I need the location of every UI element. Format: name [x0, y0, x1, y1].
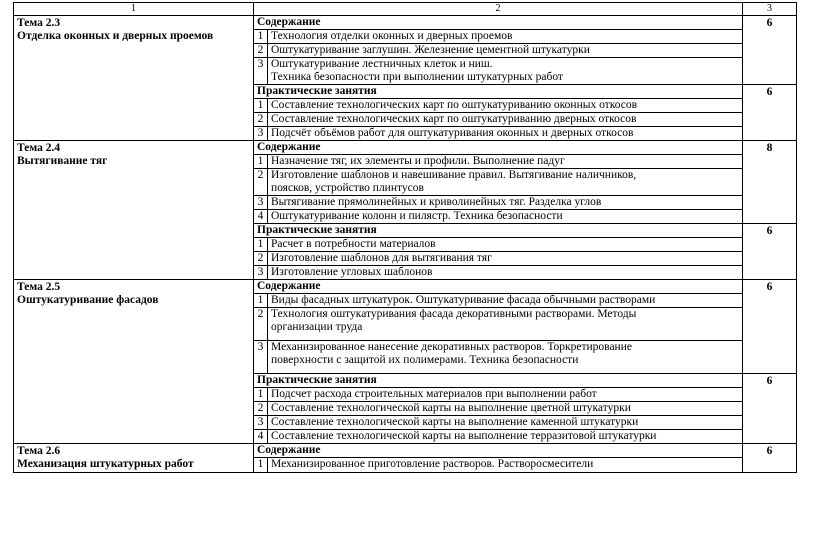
- item-number: 3: [254, 58, 268, 85]
- item-number: 1: [254, 99, 268, 113]
- item-number: 3: [254, 266, 268, 280]
- item-number: 2: [254, 402, 268, 416]
- section-row: [14, 444, 797, 458]
- topic-name: Механизация штукатурных работ: [17, 458, 194, 470]
- header-row: [14, 3, 797, 16]
- section-hours: 6: [743, 85, 797, 141]
- section-title: Содержание: [254, 16, 743, 30]
- item-text: Составление технологической карты на выполнение терразитовой штукатурки: [268, 430, 743, 444]
- item-number: 1: [254, 294, 268, 308]
- section-hours: 6: [743, 224, 797, 280]
- item-number: 4: [254, 210, 268, 224]
- topic-cell: [14, 16, 254, 141]
- topic-title: Тема 2.3: [17, 17, 61, 29]
- item-text: Оштукатуривание заглушин. Железнение цементной штукатурки: [268, 44, 743, 58]
- item-text: Составление технологических карт по оштукатуриванию оконных откосов: [268, 99, 743, 113]
- item-number: 1: [254, 458, 268, 473]
- item-number: 1: [254, 388, 268, 402]
- topic-cell: [14, 280, 254, 444]
- header-col-1: 1: [14, 3, 254, 16]
- section-title: Практические занятия: [254, 224, 743, 238]
- header-col-2: 2: [254, 3, 743, 16]
- item-text: Подсчет расхода строительных материалов при выполнении работ: [268, 388, 743, 402]
- item-text: Механизированное приготовление растворов. Растворосмесители: [268, 458, 743, 473]
- item-number: 2: [254, 252, 268, 266]
- topic-title: Тема 2.5: [17, 281, 61, 293]
- section-hours: 6: [743, 280, 797, 374]
- item-text: Вытягивание прямолинейных и криволинейных тяг. Разделка углов: [268, 196, 743, 210]
- item-number: 3: [254, 127, 268, 141]
- topic-cell: [14, 141, 254, 280]
- section-row: [14, 141, 797, 155]
- item-number: 1: [254, 238, 268, 252]
- item-text: Технология оштукатуривания фасада декоративными растворами. Методы организации труда: [268, 308, 743, 341]
- section-title: Содержание: [254, 444, 743, 458]
- curriculum-table-body: [14, 3, 797, 473]
- item-number: 3: [254, 196, 268, 210]
- topic-name: Вытягивание тяг: [17, 155, 108, 167]
- header-col-3: 3: [743, 3, 797, 16]
- item-text: Составление технологических карт по оштукатуриванию дверных откосов: [268, 113, 743, 127]
- section-hours: 8: [743, 141, 797, 224]
- item-number: 2: [254, 308, 268, 341]
- topic-title: Тема 2.4: [17, 142, 61, 154]
- item-text: Изготовление угловых шаблонов: [268, 266, 743, 280]
- item-text: Изготовление шаблонов и навешивание правил. Вытягивание наличников, поясков, устройство плинтусов: [268, 169, 743, 196]
- item-number: 3: [254, 341, 268, 374]
- item-number: 2: [254, 113, 268, 127]
- item-text: Оштукатуривание лестничных клеток и ниш. Техника безопасности при выполнении штукатурных работ: [268, 58, 743, 85]
- section-hours: 6: [743, 16, 797, 85]
- section-title: Практические занятия: [254, 374, 743, 388]
- item-number: 2: [254, 169, 268, 196]
- topic-title: Тема 2.6: [17, 445, 61, 457]
- section-row: [14, 16, 797, 30]
- item-number: 2: [254, 44, 268, 58]
- item-text: Составление технологической карты на выполнение каменной штукатурки: [268, 416, 743, 430]
- item-text: Оштукатуривание колонн и пилястр. Техника безопасности: [268, 210, 743, 224]
- topic-name: Оштукатуривание фасадов: [17, 294, 159, 306]
- section-hours: 6: [743, 444, 797, 473]
- item-text: Виды фасадных штукатурок. Оштукатуривание фасада обычными растворами: [268, 294, 743, 308]
- curriculum-table: [13, 2, 797, 473]
- item-number: 1: [254, 155, 268, 169]
- item-number: 4: [254, 430, 268, 444]
- section-title: Содержание: [254, 280, 743, 294]
- section-row: [14, 280, 797, 294]
- item-text: Назначение тяг, их элементы и профили. Выполнение падуг: [268, 155, 743, 169]
- item-number: 1: [254, 30, 268, 44]
- item-text: Расчет в потребности материалов: [268, 238, 743, 252]
- item-text: Изготовление шаблонов для вытягивания тяг: [268, 252, 743, 266]
- topic-name: Отделка оконных и дверных проемов: [17, 30, 214, 42]
- section-title: Содержание: [254, 141, 743, 155]
- item-text: Составление технологической карты на выполнение цветной штукатурки: [268, 402, 743, 416]
- item-text: Механизированное нанесение декоративных растворов. Торкретирование поверхности с защитой их полимерами. Техника безопасности: [268, 341, 743, 374]
- section-title: Практические занятия: [254, 85, 743, 99]
- section-hours: 6: [743, 374, 797, 444]
- item-number: 3: [254, 416, 268, 430]
- item-text: Технология отделки оконных и дверных проемов: [268, 30, 743, 44]
- topic-cell: [14, 444, 254, 473]
- item-text: Подсчёт объёмов работ для оштукатуривания оконных и дверных откосов: [268, 127, 743, 141]
